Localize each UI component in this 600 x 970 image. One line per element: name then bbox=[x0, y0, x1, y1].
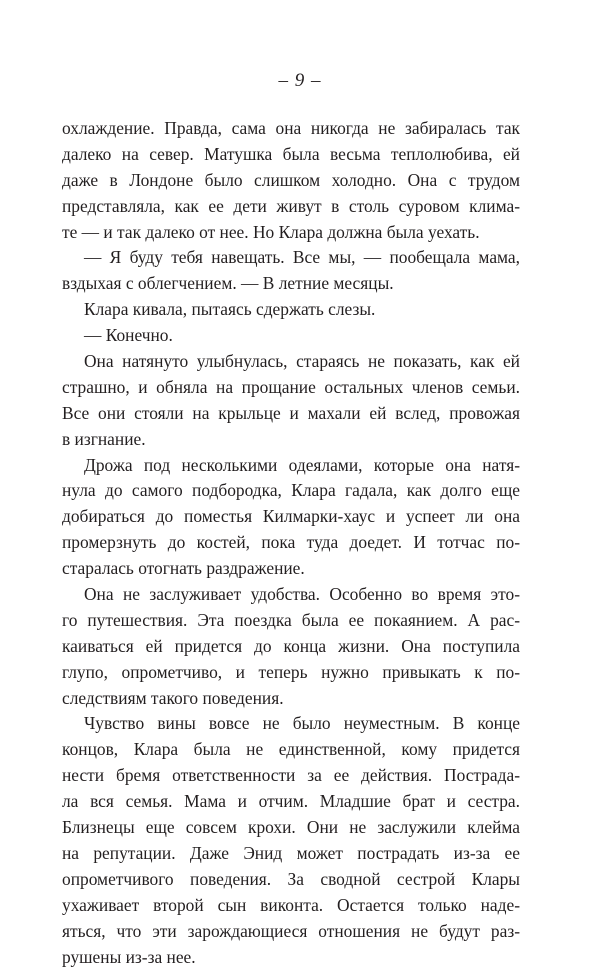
text-line: те — и так далеко от нее. Но Клара должна была уехать. bbox=[62, 220, 520, 246]
text-line: ухаживает второй сын виконта. Остается только наде- bbox=[62, 893, 520, 919]
text-line: ла вся семья. Мама и отчим. Младшие брат и сестра. bbox=[62, 789, 520, 815]
text-line: даже в Лондоне было слишком холодно. Она с трудом bbox=[62, 168, 520, 194]
text-line: опрометчивого поведения. За сводной сестрой Клары bbox=[62, 867, 520, 893]
text-line: Дрожа под несколькими одеялами, которые она натя- bbox=[62, 453, 520, 479]
text-line: глупо, опрометчиво, и теперь нужно привыкать к по- bbox=[62, 660, 520, 686]
text-line: Она натянуто улыбнулась, стараясь не показать, как ей bbox=[62, 349, 520, 375]
text-line: страшно, и обняла на прощание остальных членов семьи. bbox=[62, 375, 520, 401]
text-line: старалась отогнать раздражение. bbox=[62, 556, 520, 582]
text-line: нести бремя ответственности за ее действия. Пострада- bbox=[62, 763, 520, 789]
text-line: Чувство вины вовсе не было неуместным. В конце bbox=[62, 711, 520, 737]
text-line: промерзнуть до костей, пока туда доедет. И тотчас по- bbox=[62, 530, 520, 556]
text-line: представляла, как ее дети живут в столь суровом клима- bbox=[62, 194, 520, 220]
page-number: – 9 – bbox=[0, 70, 600, 92]
text-line: следствиям такого поведения. bbox=[62, 686, 520, 712]
text-line: го путешествия. Эта поездка была ее покаянием. А рас- bbox=[62, 608, 520, 634]
text-line: Близнецы еще совсем крохи. Они не заслужили клейма bbox=[62, 815, 520, 841]
text-line: добираться до поместья Килмарки-хаус и успеет ли она bbox=[62, 504, 520, 530]
text-line: — Конечно. bbox=[62, 323, 520, 349]
text-line: нула до самого подбородка, Клара гадала, как долго еще bbox=[62, 478, 520, 504]
text-line: в изгнание. bbox=[62, 427, 520, 453]
text-line: далеко на север. Матушка была весьма теплолюбива, ей bbox=[62, 142, 520, 168]
text-line: Она не заслуживает удобства. Особенно во время это- bbox=[62, 582, 520, 608]
text-line: — Я буду тебя навещать. Все мы, — пообещала мама, bbox=[62, 245, 520, 271]
text-line: Все они стояли на крыльце и махали ей вслед, провожая bbox=[62, 401, 520, 427]
text-line: охлаждение. Правда, сама она никогда не забиралась так bbox=[62, 116, 520, 142]
text-line: на репутации. Даже Энид может пострадать из-за ее bbox=[62, 841, 520, 867]
text-line: Клара кивала, пытаясь сдержать слезы. bbox=[62, 297, 520, 323]
text-line: яться, что эти зарождающиеся отношения не будут раз- bbox=[62, 919, 520, 945]
text-line: каиваться ей придется до конца жизни. Она поступила bbox=[62, 634, 520, 660]
text-line: рушены из-за нее. bbox=[62, 945, 520, 970]
text-line: концов, Клара была не единственной, кому придется bbox=[62, 737, 520, 763]
text-line: вздыхая с облегчением. — В летние месяцы. bbox=[62, 271, 520, 297]
body-text bbox=[62, 116, 520, 970]
